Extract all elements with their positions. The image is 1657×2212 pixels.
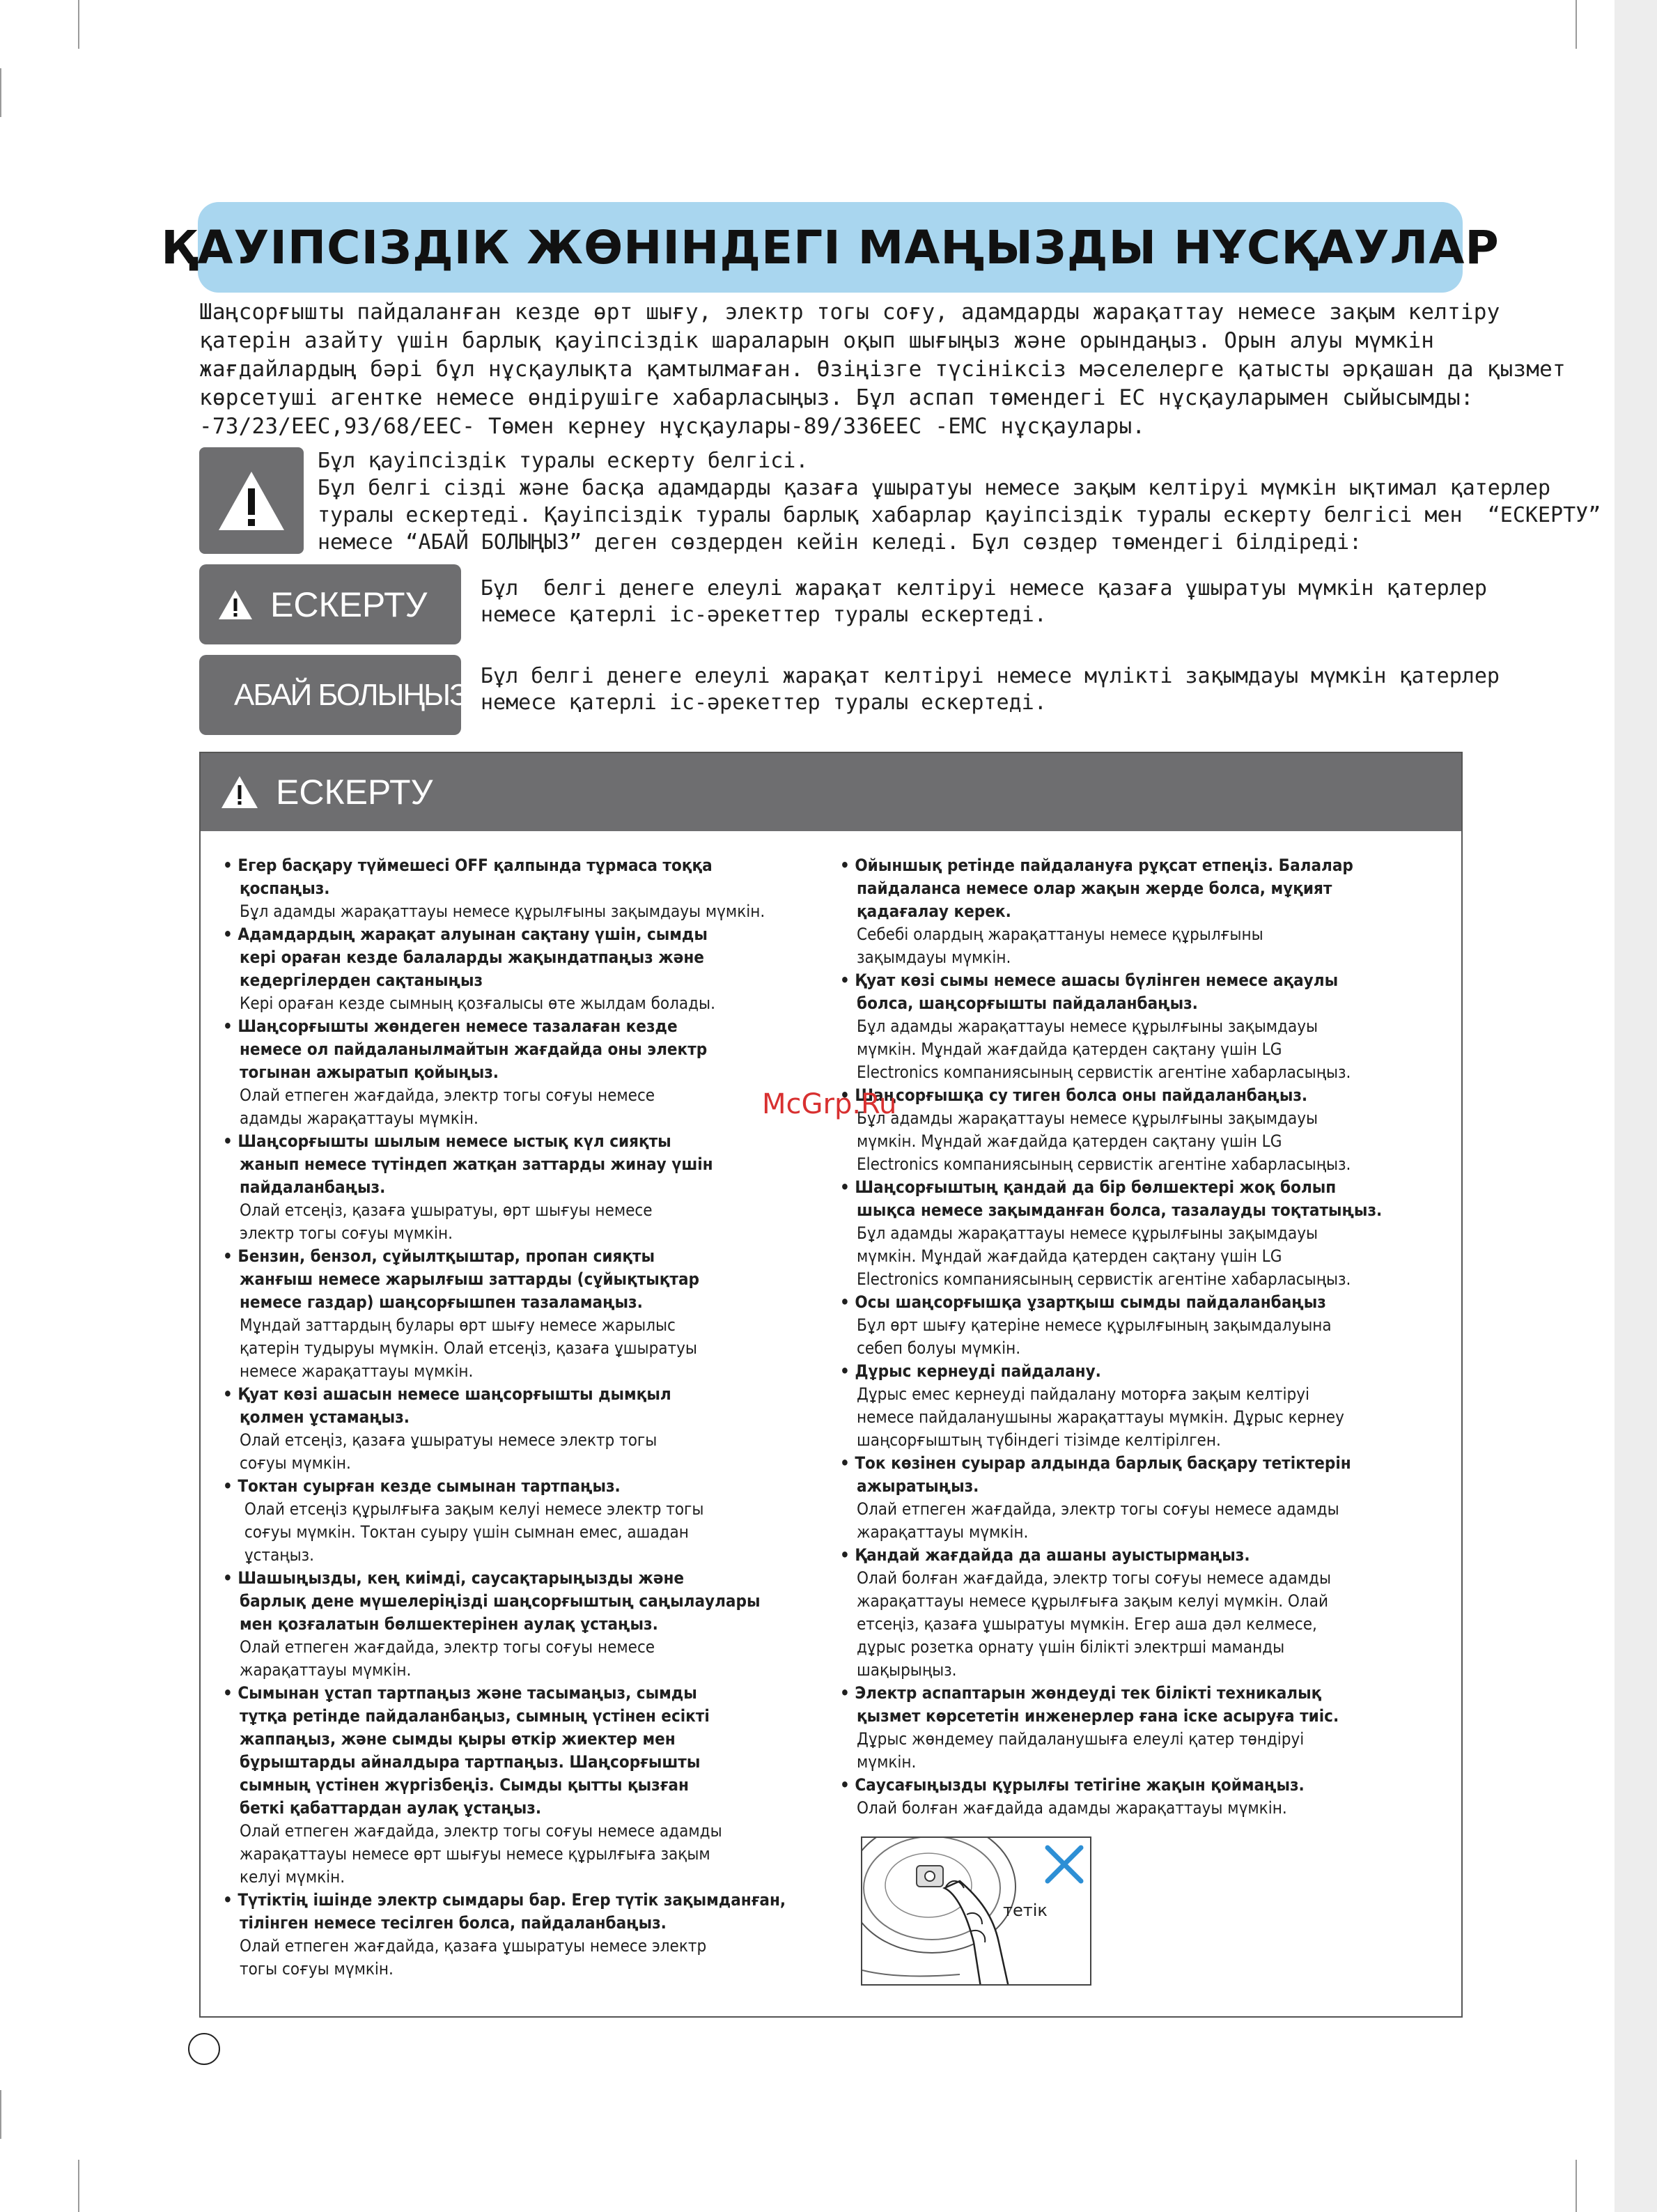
crop-mark xyxy=(0,68,1,117)
item-heading: • Қандай жағдайда да ашаны ауыстырмаңыз. xyxy=(840,1544,1453,1567)
item-heading: • Адамдардың жарақат алуынан сақтану үшін, сымды кері ораған кезде балаларды жақындатпаңыз және кедергілерден сақтаныңыз xyxy=(223,923,829,992)
intro-line: Шаңсорғышты пайдаланған кезде өрт шығу, электр тогы соғу, адамдарды жарақаттау немесе зақым келтіру xyxy=(199,300,1500,325)
caution-line: немесе қатерлі іс-әрекеттер туралы ескертеді. xyxy=(481,690,1047,715)
warning-list-left xyxy=(223,854,829,1981)
item-body: Олай етпеген жағдайда, электр тогы соғуы немесе жарақаттауы мүмкін. xyxy=(240,1637,655,1680)
warning-box-header xyxy=(201,753,1461,831)
x-mark-icon xyxy=(1043,1843,1085,1885)
item-heading: • Саусағыңызды құрылғы тетігіне жақын қоймаңыз. xyxy=(840,1774,1453,1797)
safety-alert-symbol xyxy=(199,447,304,554)
list-item xyxy=(223,923,829,1015)
item-heading: • Қуат көзі сымы немесе ашасы бүлінген немесе ақаулы болса, шаңсорғышты пайдаланбаңыз. xyxy=(840,969,1453,1015)
item-heading: • Қуат көзі ашасын немесе шаңсорғышты дымқыл қолмен ұстамаңыз. xyxy=(223,1383,829,1429)
list-item xyxy=(840,1360,1453,1452)
crop-mark xyxy=(1576,2160,1577,2212)
item-body: Бұл өрт шығу қатеріне немесе құрылғының зақымдалуына себеп болуы мүмкін. xyxy=(857,1315,1332,1358)
list-item xyxy=(840,1084,1453,1176)
item-body: Олай болған жағдайда, электр тогы соғуы немесе адамды жарақаттауы немесе құрылғыға зақым келуі мүмкін. Олай етсеңіз, қазаға ұшыратуы мүмкін. Егер аша дәл келмесе, дұрыс розетка орнату үшін білікті электрші маманды шақырыңыз. xyxy=(857,1568,1332,1680)
item-heading: • Токтан суырған кезде сымынан тартпаңыз. xyxy=(223,1475,829,1498)
page-edge-band xyxy=(1615,0,1657,2212)
item-body: Дұрыс емес кернеуді пайдалану моторға зақым келтіруі немесе пайдаланушыны жарақаттауы мүмкін. Дұрыс кернеу шаңсорғыштың түбіндегі тізімде келтірілген. xyxy=(857,1384,1344,1450)
item-body: Олай етпеген жағдайда, электр тогы соғуы немесе адамды жарақаттауы мүмкін. xyxy=(857,1499,1339,1542)
item-body: Олай етсеңіз, қазаға ұшыратуы немесе электр тогы соғуы мүмкін. xyxy=(240,1430,658,1473)
list-item xyxy=(840,1544,1453,1682)
item-heading: • Шаңсорғыштың қандай да бір бөлшектері жоқ болып шықса немесе зақымданған болса, тазалауды тоқтатыңыз. xyxy=(840,1176,1453,1222)
item-body: Олай етсеңіз, қазаға ұшыратуы, өрт шығуы немесе электр тогы соғуы мүмкін. xyxy=(240,1200,653,1243)
item-body: Дұрыс жөндемеу пайдаланушыға елеулі қатер төндіруі мүмкін. xyxy=(857,1729,1305,1772)
item-heading: • Сымынан ұстап тартпаңыз және тасымаңыз, сымды тұтқа ретінде пайдаланбаңыз, сымның үстінен есікті жаппаңыз, және сымды қыры өткір жиектер мен бұрыштарды айналдыра тартпаңыз. Шаңсорғышты сымның үстінен жүргізбеңіз. Сымды қытты қызған беткі қабаттардан аулақ ұстаңыз. xyxy=(223,1682,829,1820)
item-heading: • Бензин, бензол, сұйылтқыштар, пропан сияқты жанғыш немесе жарылғыш заттарды (сұйықтықтар немесе газдар) шаңсорғышпен тазаламаңыз. xyxy=(223,1245,829,1314)
item-body: Бұл адамды жарақаттауы немесе құрылғыны зақымдауы мүмкін. xyxy=(240,902,765,921)
list-item xyxy=(840,1176,1453,1291)
symbol-line: немесе “АБАЙ БОЛЫҢЫЗ” деген сөздерден кейін келеді. Бұл сөздер төмендегі білдіреді: xyxy=(318,530,1362,555)
warning-triangle-icon xyxy=(220,775,259,810)
item-heading: • Электр аспаптарын жөндеуді тек білікті техникалық қызмет көрсететін инженерлер ғана іске асыруға тиіс. xyxy=(840,1682,1453,1728)
list-item xyxy=(223,1130,829,1245)
item-heading: • Ток көзінен суырар алдында барлық басқару тетіктерін ажыратыңыз. xyxy=(840,1452,1453,1498)
warning-line: Бұл белгі денеге елеулі жарақат келтіруі немесе қазаға ұшыратуы мүмкін қатерлер xyxy=(481,576,1487,601)
page-number-circle xyxy=(188,2033,220,2065)
crop-mark xyxy=(1576,0,1577,49)
item-body: Олай етпеген жағдайда, қазаға ұшыратуы немесе электр тогы соғуы мүмкін. xyxy=(240,1936,707,1979)
symbol-line: Бұл белгі сізді және басқа адамдарды қазаға ұшыратуы немесе зақым келтіруі мүмкін ықтимал қатерлер xyxy=(318,476,1551,500)
list-item xyxy=(840,854,1453,969)
switch-label: тетік xyxy=(1003,1901,1048,1920)
item-heading: • Егер басқару түймешесі OFF қалпында тұрмаса тоққа қоспаңыз. xyxy=(223,854,829,900)
list-item xyxy=(840,1774,1453,1820)
item-body: Олай етсеңіз құрылғыға зақым келуі немесе электр тогы соғуы мүмкін. Токтан суыру үшін сымнан емес, ашадан ұстаңыз. xyxy=(244,1499,704,1565)
page-title: ҚАУІПСІЗДІК ЖӨНІНДЕГІ МАҢЫЗДЫ НҰСҚАУЛАР xyxy=(161,220,1500,274)
item-body: Мұндай заттардың булары өрт шығу немесе жарылыс қатерін тудыруы мүмкін. Олай етсеңіз, қазаға ұшыратуы немесе жарақаттауы мүмкін. xyxy=(240,1315,697,1381)
intro-paragraph xyxy=(199,298,1566,441)
crop-mark xyxy=(78,0,79,49)
warning-triangle-icon xyxy=(217,469,286,533)
item-body: Кері ораған кезде сымның қозғалысы өте жылдам болады. xyxy=(240,993,715,1013)
warning-list-right xyxy=(840,854,1453,1820)
caution-badge-label: АБАЙ БОЛЫҢЫЗ xyxy=(234,677,467,712)
item-body: Олай етпеген жағдайда, электр тогы соғуы немесе адамды жарақаттауы немесе өрт шығуы немесе құрылғыға зақым келуі мүмкін. xyxy=(240,1821,722,1887)
list-item xyxy=(223,1015,829,1130)
list-item xyxy=(840,969,1453,1084)
list-item xyxy=(840,1682,1453,1774)
safety-symbol-description xyxy=(318,447,1601,556)
warning-triangle-icon xyxy=(217,589,254,621)
item-heading: • Түтіктің ішінде электр сымдары бар. Егер түтік зақымданған, тілінген немесе тесілген болса, пайдаланбаңыз. xyxy=(223,1889,829,1935)
item-heading: • Дұрыс кернеуді пайдалану. xyxy=(840,1360,1453,1383)
crop-mark xyxy=(78,2160,79,2212)
warning-line: немесе қатерлі іс-әрекеттер туралы ескертеді. xyxy=(481,603,1047,627)
warning-box-title: ЕСКЕРТУ xyxy=(276,773,433,812)
list-item xyxy=(223,1475,829,1567)
item-heading: • Осы шаңсорғышқа ұзартқыш сымды пайдаланбаңыз xyxy=(840,1291,1453,1314)
intro-line: көрсетуші агентке немесе өндірушіге хабарласыңыз. Бұл аспап төмендегі ЕС нұсқауларымен сыйысымды: xyxy=(199,385,1474,410)
watermark-text: McGrp.Ru xyxy=(762,1088,897,1120)
list-item xyxy=(223,1245,829,1383)
list-item xyxy=(840,1452,1453,1544)
item-body: Себебі олардың жарақаттануы немесе құрылғыны зақымдауы мүмкін. xyxy=(857,925,1263,967)
item-body: Олай етпеген жағдайда, электр тогы соғуы немесе адамды жарақаттауы мүмкін. xyxy=(240,1085,655,1128)
intro-line: жағдайлардың бәрі бұл нұсқаулықта қамтылмаған. Өзіңізге түсініксіз мәселелерге қатысты әрқашан да қызмет xyxy=(199,357,1566,382)
warning-badge xyxy=(199,564,461,644)
list-item xyxy=(223,1383,829,1475)
item-body: Бұл адамды жарақаттауы немесе құрылғыны зақымдауы мүмкін. Мұндай жағдайда қатерден сақтану үшін LG Electronics компаниясының сервистік агентіне хабарласыңыз. xyxy=(857,1016,1351,1082)
caution-badge xyxy=(199,655,467,735)
item-body: Олай болған жағдайда адамды жарақаттауы мүмкін. xyxy=(857,1798,1287,1818)
symbol-line: туралы ескертеді. Қауіпсіздік туралы барлық хабарлар қауіпсіздік туралы ескерту белгісі мен “ЕСКЕРТУ” xyxy=(318,503,1601,527)
item-heading: • Ойыншық ретінде пайдалануға рұқсат етпеңіз. Балалар пайдаланса немесе олар жақын жерде болса, мұқият қадағалау керек. xyxy=(840,854,1453,923)
item-heading: • Шаңсорғышты шылым немесе ыстық күл сияқты жанып немесе түтіндеп жатқан заттарды жинау үшін пайдаланбаңыз. xyxy=(223,1130,829,1199)
item-heading: • Шаңсорғышқа су тиген болса оны пайдаланбаңыз. xyxy=(840,1084,1453,1107)
item-body: Бұл адамды жарақаттауы немесе құрылғыны зақымдауы мүмкін. Мұндай жағдайда қатерден сақтану үшін LG Electronics компаниясының сервистік агентіне хабарласыңыз. xyxy=(857,1108,1351,1174)
list-item xyxy=(223,854,829,923)
symbol-line: Бұл қауіпсіздік туралы ескерту белгісі. xyxy=(318,449,809,473)
intro-line: -73/23/EEC,93/68/EEC- Төмен кернеу нұсқаулары-89/336EEC -EMC нұсқаулары. xyxy=(199,414,1146,439)
warning-description xyxy=(481,575,1487,628)
list-item xyxy=(223,1567,829,1682)
item-heading: • Шашыңызды, кең киімді, саусақтарыңызды және барлық дене мүшелеріңізді шаңсорғыштың саңылаулары мен қозғалатын бөлшектерінен аулақ ұстаңыз. xyxy=(223,1567,829,1636)
warning-badge-label: ЕСКЕРТУ xyxy=(270,585,428,624)
switch-illustration xyxy=(861,1836,1091,1986)
list-item xyxy=(840,1291,1453,1360)
item-heading: • Шаңсорғышты жөндеген немесе тазалаған кезде немесе ол пайдаланылмайтын жағдайда оны электр тогынан ажыратып қойыңыз. xyxy=(223,1015,829,1084)
caution-line: Бұл белгі денеге елеулі жарақат келтіруі немесе мүлікті зақымдауы мүмкін қатерлер xyxy=(481,664,1500,688)
title-banner xyxy=(161,202,1500,293)
item-body: Бұл адамды жарақаттауы немесе құрылғыны зақымдауы мүмкін. Мұндай жағдайда қатерден сақтану үшін LG Electronics компаниясының сервистік агентіне хабарласыңыз. xyxy=(857,1223,1351,1289)
list-item xyxy=(223,1682,829,1889)
intro-line: қатерін азайту үшін барлық қауіпсіздік шараларын оқып шығыңыз және орындаңыз. Орын алуы мүмкін xyxy=(199,328,1435,353)
crop-mark xyxy=(0,2090,1,2139)
list-item xyxy=(223,1889,829,1981)
caution-description xyxy=(481,663,1500,716)
